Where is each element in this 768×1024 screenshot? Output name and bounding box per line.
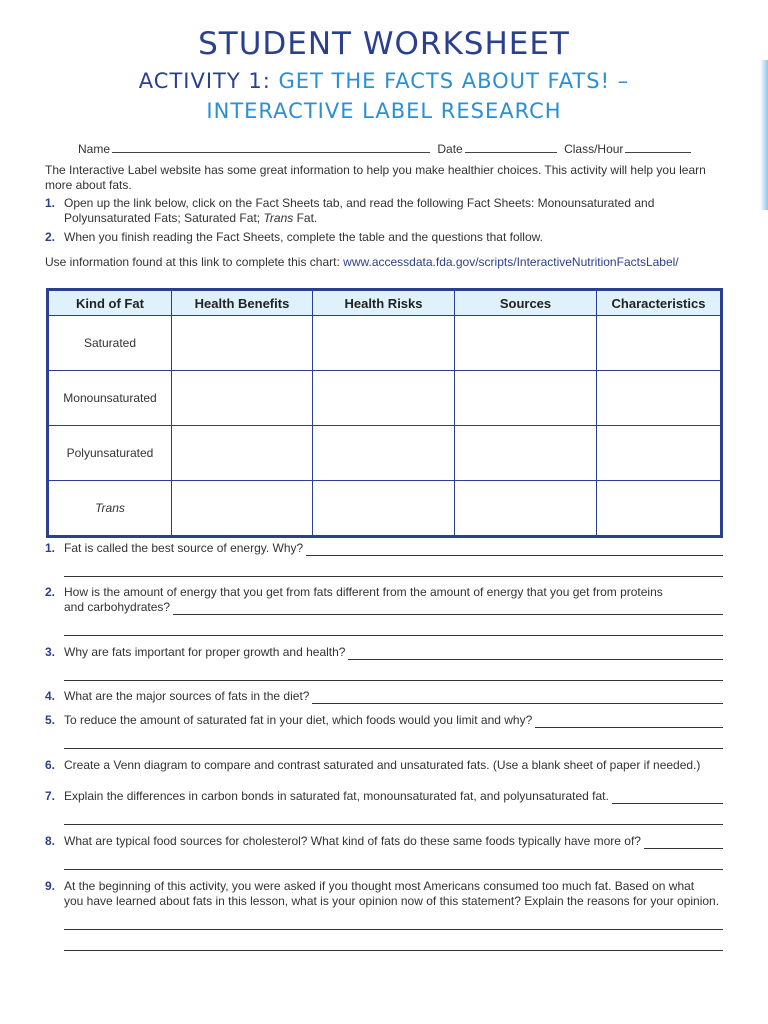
table-cell[interactable] (313, 426, 455, 481)
question-text: Fat is called the best source of energy. Why? (64, 541, 304, 555)
table-cell[interactable] (172, 481, 313, 537)
table-cell[interactable] (455, 316, 597, 371)
question-item (45, 758, 723, 773)
step-text (64, 196, 725, 226)
question-item (45, 689, 723, 704)
question-item (45, 713, 723, 749)
step-item (45, 230, 725, 245)
instructions (45, 163, 725, 269)
answer-line[interactable] (348, 648, 723, 660)
row-label: Trans (48, 481, 172, 537)
answer-line[interactable] (312, 692, 723, 704)
name-label: Name (78, 142, 111, 156)
answer-line[interactable] (64, 849, 723, 870)
questions-section (45, 541, 723, 951)
table-row (48, 316, 722, 371)
question-item (45, 789, 723, 825)
question-item (45, 879, 723, 951)
question-number: 5. (45, 713, 56, 727)
table-cell[interactable] (597, 316, 722, 371)
question-number: 8. (45, 834, 56, 848)
table-cell[interactable] (597, 426, 722, 481)
row-label: Polyunsaturated (48, 426, 172, 481)
table-cell[interactable] (455, 426, 597, 481)
table-cell[interactable] (455, 481, 597, 537)
question-number: 6. (45, 758, 56, 772)
step-text-part: Open up the link below, click on the Fact Sheets tab, and read the following Fact Sheets: Monounsaturated and Polyunsaturated Fats; Saturated Fat; (64, 196, 655, 225)
edge-accent-bar (760, 60, 768, 210)
name-field[interactable] (112, 140, 430, 153)
student-info-row (78, 140, 768, 158)
intro-text: The Interactive Label website has some great information to help you make healthier choices. This activity will help you learn more about fats. (45, 163, 706, 192)
fats-chart-table (46, 288, 723, 538)
step-number: 2. (45, 230, 56, 244)
col-health-benefits: Health Benefits (172, 290, 313, 316)
answer-line[interactable] (173, 603, 723, 615)
date-label: Date (437, 142, 463, 156)
answer-line[interactable] (535, 716, 723, 728)
answer-line[interactable] (64, 728, 723, 749)
question-number: 3. (45, 645, 56, 659)
step-text: When you finish reading the Fact Sheets, complete the table and the questions that follow. (64, 230, 543, 244)
question-item (45, 541, 723, 577)
step-number: 1. (45, 196, 56, 210)
row-label: Saturated (48, 316, 172, 371)
question-item (45, 645, 723, 681)
table-cell[interactable] (172, 316, 313, 371)
table-row (48, 426, 722, 481)
activity-name: GET THE FACTS ABOUT FATS! – (278, 69, 630, 93)
table-cell[interactable] (313, 316, 455, 371)
answer-line[interactable] (64, 660, 723, 681)
table-cell[interactable] (455, 371, 597, 426)
table-cell[interactable] (597, 481, 722, 537)
answer-line[interactable] (64, 930, 723, 951)
worksheet-title: STUDENT WORKSHEET (198, 26, 570, 62)
table-row (48, 481, 722, 537)
answer-line[interactable] (306, 544, 723, 556)
col-sources: Sources (455, 290, 597, 316)
link-line (45, 255, 725, 269)
link-label: Use information found at this link to complete this chart: (45, 255, 344, 269)
worksheet-header (0, 0, 768, 126)
steps-list (45, 196, 725, 245)
col-health-risks: Health Risks (313, 290, 455, 316)
activity-subtitle-line2: INTERACTIVE LABEL RESEARCH (206, 99, 562, 123)
answer-line[interactable] (612, 792, 723, 804)
answer-line[interactable] (64, 909, 723, 930)
question-number: 7. (45, 789, 56, 803)
step-text-part: Fat. (293, 211, 318, 225)
table-row (48, 371, 722, 426)
row-label: Monounsaturated (48, 371, 172, 426)
step-text-italic: Trans (263, 211, 294, 225)
table-cell[interactable] (172, 426, 313, 481)
classhour-field[interactable] (625, 140, 691, 153)
question-text: Why are fats important for proper growth and health? (64, 645, 346, 659)
question-text: At the beginning of this activity, you were asked if you thought most Americans consumed too much fat. Based on what (64, 879, 695, 893)
table-cell[interactable] (172, 371, 313, 426)
activity-number: ACTIVITY 1: (138, 69, 279, 93)
table-cell[interactable] (597, 371, 722, 426)
question-text: and carbohydrates? (64, 600, 171, 614)
question-text: Explain the differences in carbon bonds in saturated fat, monounsaturated fat, and polyunsaturated fat. (64, 789, 609, 803)
question-text: What are the major sources of fats in the diet? (64, 689, 310, 703)
question-text: To reduce the amount of saturated fat in your diet, which foods would you limit and why? (64, 713, 533, 727)
activity-subtitle (0, 66, 768, 96)
answer-line[interactable] (64, 556, 723, 577)
question-number: 4. (45, 689, 56, 703)
classhour-label: Class/Hour (564, 142, 624, 156)
step-item (45, 196, 725, 226)
question-number: 2. (45, 585, 56, 599)
question-text: Create a Venn diagram to compare and contrast saturated and unsaturated fats. (Use a blank sheet of paper if needed.) (64, 758, 701, 772)
answer-line[interactable] (64, 804, 723, 825)
table-header-row (48, 290, 722, 316)
question-item (45, 834, 723, 870)
answer-line[interactable] (64, 615, 723, 636)
date-field[interactable] (465, 140, 557, 153)
question-item (45, 585, 723, 636)
question-number: 9. (45, 879, 56, 893)
question-number: 1. (45, 541, 56, 555)
table-cell[interactable] (313, 481, 455, 537)
table-cell[interactable] (313, 371, 455, 426)
fda-link[interactable]: www.accessdata.fda.gov/scripts/InteractiveNutritionFactsLabel/ (343, 255, 679, 269)
col-kind-of-fat: Kind of Fat (48, 290, 172, 316)
question-text: How is the amount of energy that you get from fats different from the amount of energy that you get from proteins (64, 585, 663, 599)
question-text: What are typical food sources for cholesterol? What kind of fats do these same foods typically have more of? (64, 834, 641, 848)
answer-line[interactable] (644, 837, 723, 849)
question-text: you have learned about fats in this lesson, what is your opinion now of this statement? Explain the reasons for your opinion. (64, 894, 720, 908)
col-characteristics: Characteristics (597, 290, 722, 316)
